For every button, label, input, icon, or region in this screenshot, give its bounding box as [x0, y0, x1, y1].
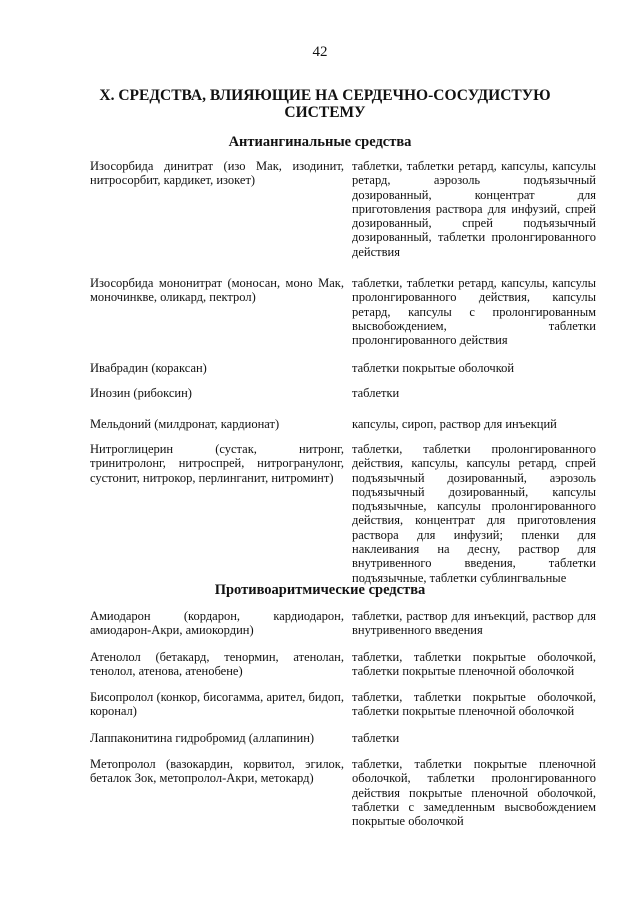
section-title-antianginal: Антиангинальные средства [228, 134, 412, 150]
dosage-forms: таблетки, таблетки ретард, капсулы, капсулы ретард, аэрозоль подъязычный дозированный, концентрат для приготовления раствора для инфузий, спрей дозированный, спрей подъязычный дозированный, таблетки пролонгированного действия [352, 159, 596, 259]
drug-name: Нитроглицерин (сустак, нитронг, тринитролонг, нитроспрей, нитрогранулонг, сустонит, нитрокор, перлинганит, нитроминт) [90, 442, 344, 485]
dosage-forms: таблетки, таблетки покрытые оболочкой, таблетки покрытые пленочной оболочкой [352, 650, 596, 679]
drug-name: Мельдоний (милдронат, кардионат) [90, 417, 280, 431]
dosage-forms: капсулы, сироп, раствор для инъекций [352, 417, 557, 431]
drug-name: Метопролол (вазокардин, корвитол, эгилок, беталок Зок, метопролол-Акри, метокард) [90, 757, 344, 786]
drug-name: Амиодарон (кордарон, кардиодарон, амиодарон-Акри, амиокордин) [90, 609, 344, 638]
dosage-forms: таблетки, таблетки покрытые пленочной оболочкой, таблетки пролонгированного действия покрытые пленочной оболочкой, таблетки с замедленным высвобождением покрытые оболочкой [352, 757, 596, 829]
dosage-forms: таблетки [352, 386, 400, 400]
drug-name: Изосорбида мононитрат (моносан, моно Мак, моночинкве, оликард, пектрол) [90, 276, 344, 305]
drug-name: Инозин (рибоксин) [90, 386, 192, 400]
page-number: 42 [312, 44, 328, 60]
drug-name: Бисопролол (конкор, бисогамма, арител, бидоп, коронал) [90, 690, 344, 719]
section-title-antiarrhythmic: Противоаритмические средства [214, 582, 426, 598]
drug-name: Атенолол (бетакард, тенормин, атенолан, тенолол, атенова, атенобене) [90, 650, 344, 679]
chapter-title: X. СРЕДСТВА, ВЛИЯЮЩИЕ НА СЕРДЕЧНО-СОСУДИСТУЮ СИСТЕМУ [99, 87, 551, 121]
dosage-forms: таблетки, раствор для инъекций, раствор для внутривенного введения [352, 609, 596, 638]
dosage-forms: таблетки, таблетки покрытые оболочкой, таблетки покрытые пленочной оболочкой [352, 690, 596, 719]
dosage-forms: таблетки покрытые оболочкой [352, 361, 515, 375]
drug-name: Изосорбида динитрат (изо Мак, изодинит, нитросорбит, кардикет, изокет) [90, 159, 344, 188]
dosage-forms: таблетки, таблетки ретард, капсулы, капсулы пролонгированного действия, капсулы ретард, капсулы с пролонгированным высвобождением, таблетки пролонгированного действия [352, 276, 596, 348]
dosage-forms: таблетки [352, 731, 400, 745]
drug-name: Лаппаконитина гидробромид (аллапинин) [90, 731, 315, 745]
dosage-forms: таблетки, таблетки пролонгированного действия, капсулы, капсулы ретард, спрей подъязычный дозированный, аэрозоль подъязычный дозированный, капсулы подъязычные, капсулы пролонгированного действия, концентрат для приготовления раствора для инфузий; пленки для наклеивания на десну, раствор для внутривенного введения, таблетки подъязычные, таблетки сублингвальные [352, 442, 596, 585]
drug-name: Ивабрадин (кораксан) [90, 361, 207, 375]
